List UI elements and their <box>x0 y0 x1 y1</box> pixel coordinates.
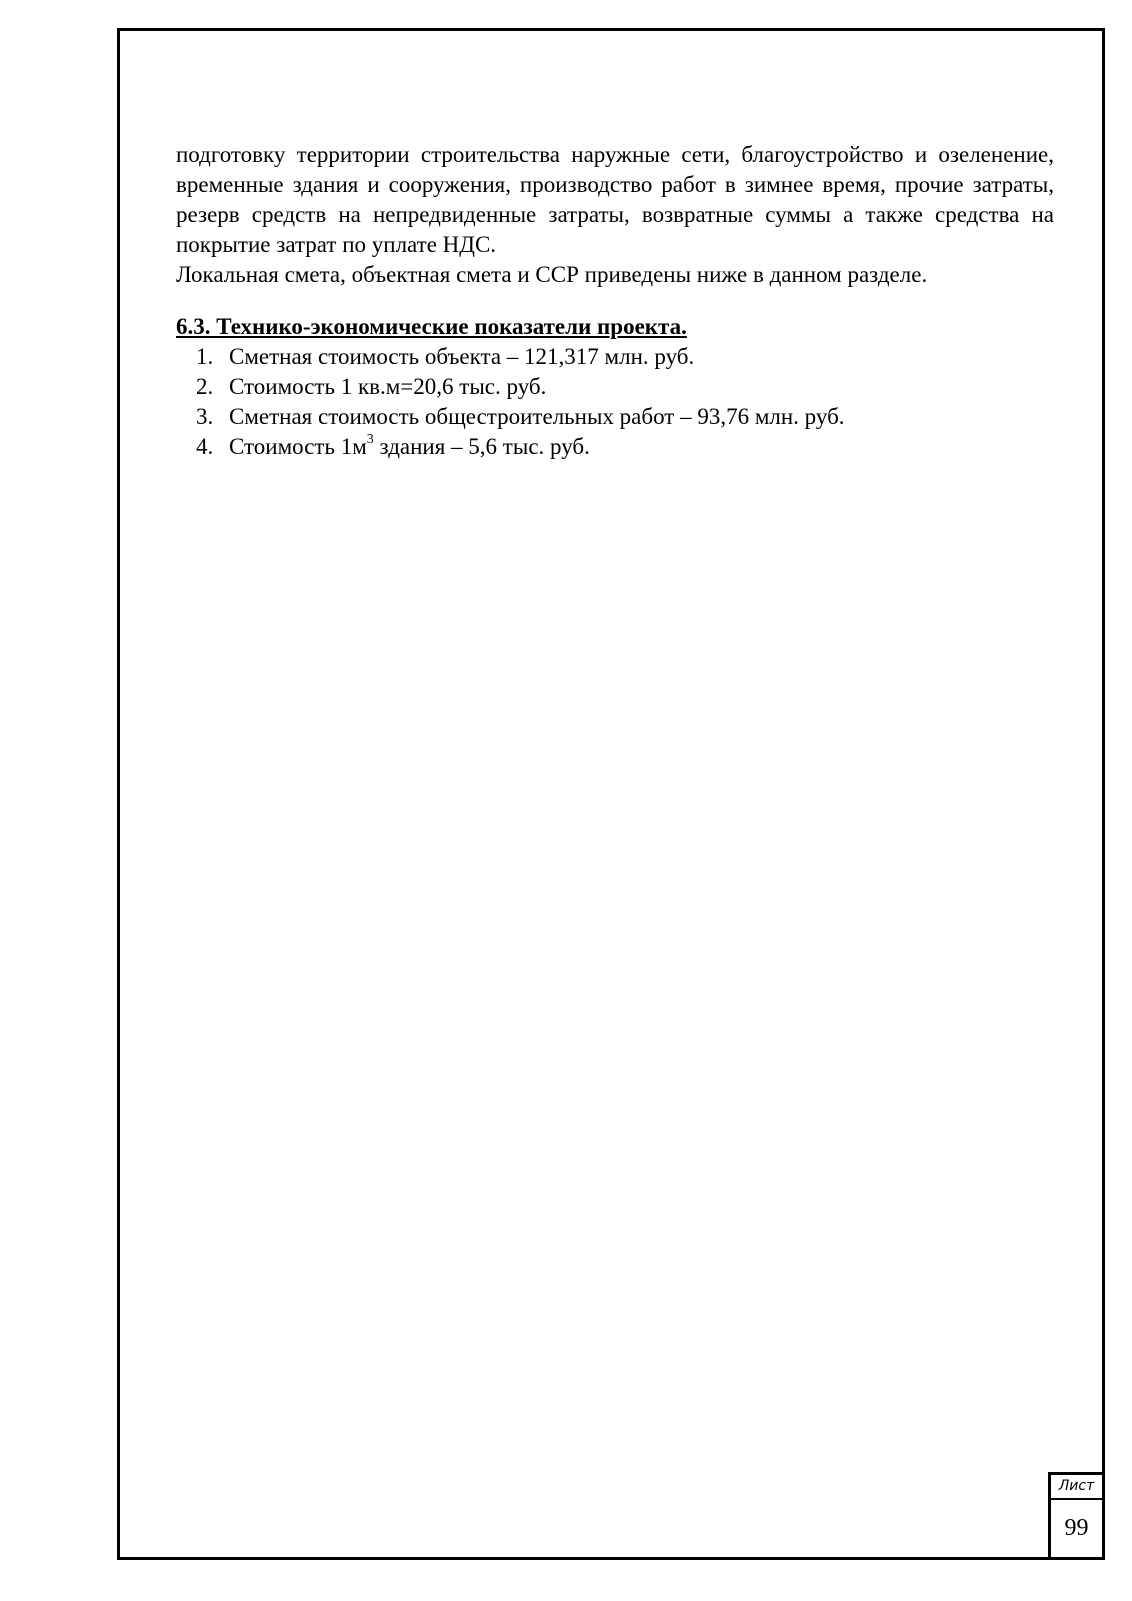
list-item <box>176 342 1054 372</box>
list-item-text: Сметная стоимость объекта – 121,317 млн. руб. <box>229 344 695 369</box>
list-item-number: 1. <box>196 344 214 369</box>
list-item <box>176 432 1054 462</box>
section-heading: 6.3. Технико-экономические показатели проекта. <box>176 314 687 339</box>
list-item-text: Стоимость 1 кв.м=20,6 тыс. руб. <box>229 374 547 399</box>
list-item <box>176 372 1054 402</box>
sheet-number-stamp <box>1048 1472 1105 1560</box>
page-content <box>176 140 1054 462</box>
list-item-text <box>229 432 590 462</box>
list-item-text: Сметная стоимость общестроительных работ – 93,76 млн. руб. <box>229 404 845 429</box>
indicators-list <box>176 342 1054 462</box>
body-paragraph-1: подготовку территории строительства наружные сети, благоустройство и озеленение, временные здания и сооружения, производство работ в зимнее время, прочие затраты, резерв средств на непредвиденные затраты, возвратные суммы а также средства на покрытие затрат по уплате НДС. <box>176 142 1054 257</box>
list-item-number: 2. <box>196 374 214 399</box>
sheet-number: 99 <box>1064 1515 1089 1541</box>
list-item-number: 4. <box>196 434 214 459</box>
sheet-label: Лист <box>1051 1475 1102 1500</box>
list-item-text-end: здания – 5,6 тыс. руб. <box>373 434 590 459</box>
body-paragraph-2: Локальная смета, объектная смета и ССР приведены ниже в данном разделе. <box>176 262 928 287</box>
cubic-superscript: 3 <box>366 432 374 448</box>
list-item <box>176 402 1054 432</box>
list-item-text-start: Стоимость 1м <box>229 434 367 459</box>
list-item-number: 3. <box>196 404 214 429</box>
